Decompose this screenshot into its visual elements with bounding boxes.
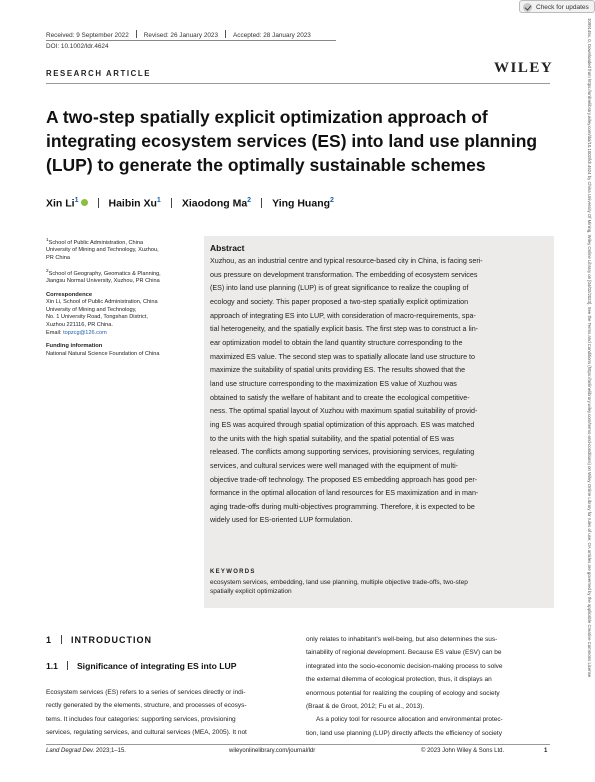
author-name[interactable]: Haibin Xu — [108, 197, 157, 210]
email-label: Email: — [46, 329, 64, 336]
email-link[interactable]: topzcg@126.com — [63, 329, 107, 336]
affiliation-line: University of Mining and Technology, Xuzhou, — [46, 247, 159, 254]
correspondence-line: University of Mining and Technology, — [46, 306, 137, 313]
keywords — [210, 578, 550, 596]
copyright: © 2023 John Wiley & Sons Ltd. — [421, 748, 505, 754]
divider — [225, 30, 226, 38]
article-title — [46, 105, 556, 177]
abstract-line: to the units with the high spatial suitability, and the spatial potential of ES was — [210, 434, 454, 443]
author-name[interactable]: Xin Li — [46, 197, 75, 210]
author-aff: 1 — [156, 197, 161, 204]
abstract-line: objective trade-off technology. The proposed ES embedding approach has good per- — [210, 475, 478, 484]
affiliation-line: School of Public Administration, China — [48, 239, 144, 246]
abstract-line: formance in the optimal allocation of land resources for ES maximization and in man- — [210, 489, 479, 498]
affiliation-num: 1 — [46, 237, 49, 242]
right-column-text — [306, 633, 550, 740]
divider — [261, 198, 262, 208]
divider — [61, 635, 62, 644]
abstract-line: ear optimization model to obtain the land quantity structure corresponding to the — [210, 338, 463, 347]
orcid-icon[interactable] — [81, 199, 88, 206]
journal-url[interactable]: wileyonlinelibrary.com/journal/ldr — [229, 748, 316, 754]
abstract-line: Xuzhou, as an industrial centre and typical resource-based city in China, is facing seri- — [210, 257, 483, 265]
abstract-line: (ES) into land use planning (LUP) is of great significance to realize the coupling of — [210, 284, 469, 293]
correspondence — [46, 292, 196, 338]
correspondence-line: No. 1 University Road, Tongshan District, — [46, 314, 148, 321]
keywords-line: ecosystem services, embedding, land use planning, multiple objective trade-offs, two-step — [210, 579, 468, 586]
body-line: services, regulating services, and cultural services (MEA, 2005). It not — [46, 729, 247, 737]
subsection-number: 1.1 — [46, 661, 58, 671]
journal-issue: 2023;1–15. — [94, 748, 126, 754]
check-for-updates-label: Check for updates — [536, 4, 589, 11]
body-line: tion, land use planning (LUP) directly affects the efficiency of society — [306, 729, 502, 737]
body-line: As a policy tool for resource allocation and environmental protec- — [316, 716, 503, 724]
footer-rule — [46, 744, 550, 745]
body-line: only relates to inhabitant's well-being, but also determines the sus- — [306, 636, 498, 643]
publisher-logo: WILEY — [494, 60, 554, 76]
title-line: (LUP) to generate the optimally sustainable schemes — [46, 155, 486, 175]
affiliation-line: School of Geography, Geomatics & Planning, — [48, 270, 161, 277]
divider — [171, 198, 172, 208]
divider — [67, 661, 68, 670]
body-line: the external dilemma of ecological protection, thus, it displays an — [306, 676, 492, 684]
journal-name: Land Degrad Dev. — [46, 748, 95, 754]
abstract-heading: Abstract — [210, 243, 245, 253]
body-line: rectly generated by the elements, structure, and processes of ecosys- — [46, 702, 247, 710]
body-line: tainability of regional development. Because ES value (ESV) can be — [306, 649, 502, 657]
correspondence-line: Xin Li, School of Public Administration, China — [46, 299, 158, 306]
abstract-line: ecology and society. This paper proposed a two-step spatially explicit optimization — [210, 297, 469, 306]
abstract-line: obtained to satisfy the welfare of habitant and to create the ecological competitive- — [210, 393, 470, 402]
author-aff: 1 — [74, 197, 79, 204]
left-column-text — [46, 686, 290, 740]
affiliation — [46, 267, 196, 286]
doi[interactable]: DOI: 10.1002/ldr.4624 — [46, 43, 109, 50]
subsection-title: Significance of integrating ES into LUP — [76, 661, 237, 671]
body-line: tems. It includes four categories: supporting services, provisioning — [46, 715, 236, 723]
received-date: Received: 9 September 2022 — [46, 32, 129, 39]
article-history — [46, 30, 311, 39]
affiliation-line: PR China — [46, 255, 70, 262]
abstract-line: land use structure corresponding to the maximization ES value of Xuzhou was — [210, 379, 457, 388]
abstract-line: widely used for ES-oriented LUP formulation. — [210, 516, 353, 525]
abstract-line: approach of integrating ES into LUP, with consideration of macro-requirements, spa- — [210, 311, 476, 320]
abstract-line: ing ES was acquired through spatial optimization of this approach. ES was matched — [210, 420, 475, 429]
body-line: (Braat & de Groot, 2012; Fu et al., 2013). — [306, 703, 425, 711]
abstract-line: services, and cultural services were well managed with the equipment of multi- — [210, 461, 459, 470]
abstract-line: tial heterogeneity, and the spatially explicit basis. The first step was to construct a lin- — [210, 325, 479, 334]
correspondence-heading: Correspondence — [46, 291, 93, 298]
section-heading — [46, 635, 152, 645]
abstract-line: ness. The optimal spatial layout of Xuzhou with maximum spatial suitability of provid- — [210, 407, 478, 416]
affiliation — [46, 236, 196, 263]
abstract-line: aging trade-offs during multi-objectives programming. Therefore, it is expected to be — [210, 502, 475, 511]
funding — [46, 343, 196, 358]
author-name[interactable]: Xiaodong Ma — [181, 197, 248, 210]
footer-citation — [46, 748, 126, 754]
funding-heading: Funding information — [46, 343, 103, 350]
keywords-line: spatially explicit optimization — [210, 588, 292, 595]
affiliation-line: Jiangsu Normal University, Xuzhou, PR China — [46, 278, 160, 285]
abstract-line: maximize the suitability of spatial units providing ES. The results showed that the — [210, 366, 466, 375]
body-line: integrated into the socio-economic decision-making process to solve — [306, 662, 503, 670]
abstract-line: maximized ES value. The second step was to spatially allocate land use structure to — [210, 352, 476, 361]
body-line: enormous potential for realizing the coupling of ecology and society — [306, 689, 500, 697]
keywords-heading: KEYWORDS — [210, 569, 256, 575]
top-rule — [46, 83, 550, 84]
author-name[interactable]: Ying Huang — [272, 197, 331, 210]
title-line: integrating ecosystem services (ES) into land use planning — [46, 131, 538, 151]
funding-text: National Natural Science Foundation of China — [46, 350, 160, 357]
check-for-updates-button[interactable] — [519, 0, 595, 13]
abstract-line: released. The conflicts among supporting services, provisioning services, regulating — [210, 448, 475, 457]
correspondence-line: Xuzhou 221116, PR China. — [46, 322, 113, 329]
author-aff: 2 — [330, 197, 334, 204]
page-number: 1 — [544, 748, 548, 754]
section-number: 1 — [46, 635, 53, 645]
body-line: Ecosystem services (ES) refers to a series of services directly or indi- — [46, 689, 246, 696]
header-rule — [46, 40, 336, 41]
download-side-strip — [583, 18, 593, 770]
article-type: RESEARCH ARTICLE — [46, 69, 152, 78]
section-title: INTRODUCTION — [71, 635, 153, 645]
accepted-date: Accepted: 28 January 2023 — [233, 32, 311, 39]
revised-date: Revised: 26 January 2023 — [143, 32, 219, 39]
abstract-body — [210, 255, 548, 528]
author-list — [46, 197, 334, 210]
affiliations — [46, 236, 196, 358]
divider — [136, 30, 137, 38]
download-notice: 1099145x, 0, Downloaded from https://onlinelibrary.wiley.com/doi/10.1002/ldr.4624 by China University Of Mining, Wiley Online Library on [04/02/2023]. See the Terms and Conditions (https://onlinelibrary.wiley.com/terms-and-conditions) on Wiley Online Library for rules of use; OA articles are governed by the applicable Creative Commons License — [587, 18, 592, 678]
author-aff: 2 — [247, 197, 252, 204]
subsection-heading — [46, 661, 236, 671]
check-icon — [523, 3, 532, 12]
abstract-box — [204, 236, 554, 608]
divider — [98, 198, 99, 208]
title-line: A two-step spatially explicit optimization approach of — [46, 107, 488, 127]
affiliation-num: 2 — [46, 267, 49, 273]
abstract-line: ous pressure on development transformation. The embedding of ecosystem services — [210, 270, 478, 279]
